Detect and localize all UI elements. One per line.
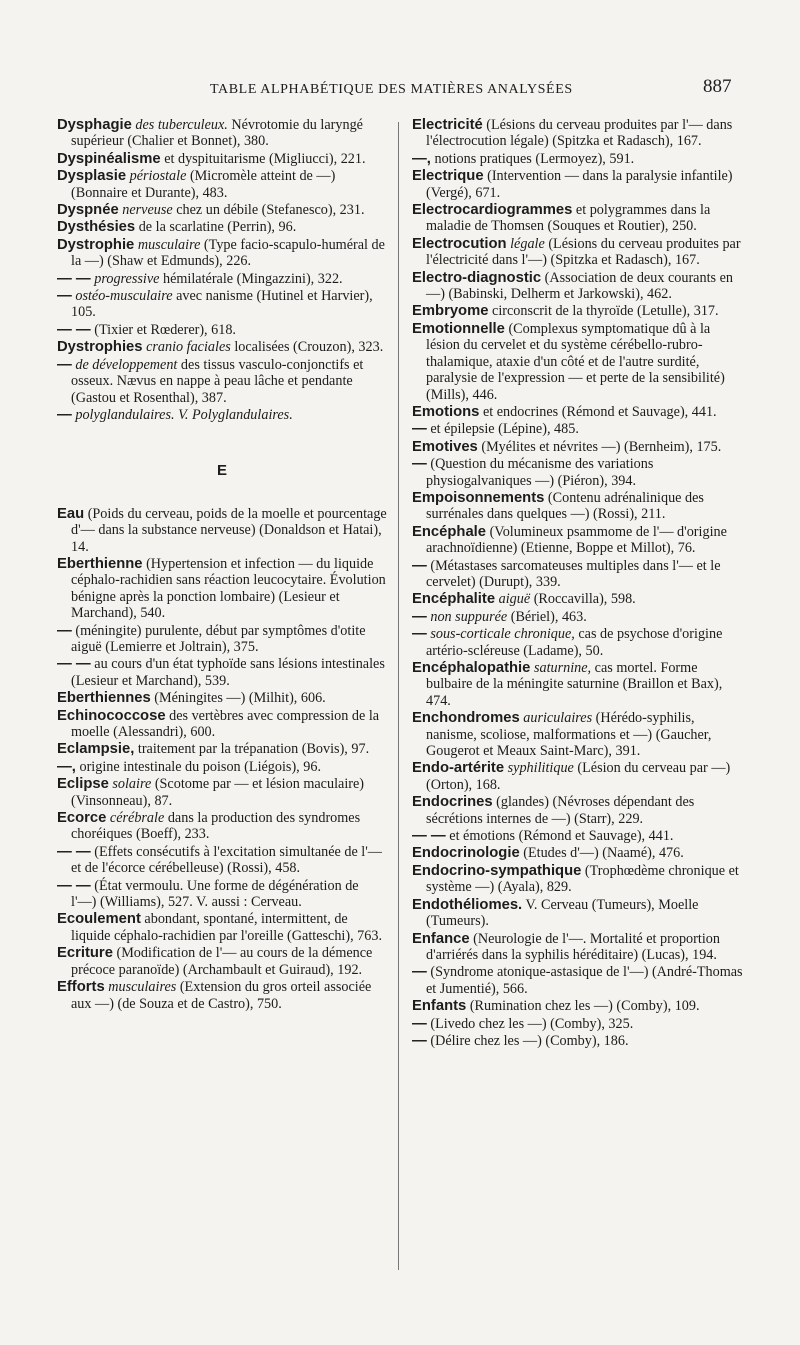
entry-headword: Electrocardiogrammes — [412, 202, 573, 219]
entry-qualifier: des tuberculeux. — [135, 117, 228, 133]
entry-qualifier: cérébrale — [109, 810, 165, 827]
entry-headword: Emotions — [412, 403, 480, 420]
index-entry — [412, 202, 746, 235]
entry-qualifier: nerveuse — [122, 202, 173, 219]
entry-qualifier: ostéo-musculaire — [75, 288, 173, 305]
entry-qualifier: syphilitique — [507, 760, 574, 777]
entry-qualifier: non suppurée — [430, 608, 508, 625]
entry-qualifier: de développement — [75, 356, 178, 373]
entry-text: avec nanisme (Hutinel et Harvier), 105. — [71, 288, 373, 321]
index-entry — [412, 897, 746, 930]
entry-headword: Enfants — [412, 998, 467, 1015]
entry-headword: Dysthésies — [57, 219, 136, 236]
index-entry — [412, 964, 746, 997]
index-entry — [57, 151, 387, 167]
entry-headword: Endocrino-sympathique — [412, 862, 582, 879]
entry-text: (Type facio-scapulo-huméral de la —) (Shaw et Edmunds), 226. — [71, 236, 385, 270]
entry-headword: — — [412, 964, 427, 981]
entry-text: (Micromèle atteint de —) (Bonnaire et Durante), 483. — [71, 168, 336, 201]
entry-headword: Echinococcose — [57, 707, 166, 724]
index-entry — [412, 591, 746, 607]
entry-text: (Contenu adrénalinique des surrénales dans quelques —) (Rossi), 211. — [426, 489, 704, 523]
entry-text: (Métastases sarcomateuses multiples dans l'— et le cervelet) (Durupt), 339. — [426, 557, 721, 590]
entry-headword: Dyspnée — [57, 202, 119, 219]
entry-text: (Roccavilla), 598. — [530, 591, 636, 608]
entry-headword: — — — [57, 877, 91, 894]
entry-text: (Etudes d'—) (Naamé), 476. — [523, 845, 684, 862]
entry-headword: — — [412, 626, 427, 643]
entry-headword: Dysphagie — [57, 117, 132, 133]
index-entry — [412, 1033, 746, 1049]
index-entry — [412, 626, 746, 659]
running-title: TABLE ALPHABÉTIQUE DES MATIÈRES ANALYSÉES — [210, 82, 573, 97]
index-entry — [412, 270, 746, 303]
index-entry — [57, 117, 387, 150]
entry-headword: — — [412, 1015, 427, 1032]
index-entry — [57, 202, 387, 218]
entry-text: et dyspituitarisme (Migliucci), 221. — [164, 150, 366, 167]
entry-headword: — — [57, 622, 72, 639]
entry-text: et polygrammes dans la maladie de Thomsen (Souques et Routier), 250. — [426, 202, 711, 235]
index-entry — [412, 117, 746, 150]
entry-text: (Association de deux courants en —) (Babinski, Delherm et Jarkowski), 462. — [426, 269, 733, 303]
index-entry — [412, 151, 746, 167]
index-entry — [412, 710, 746, 759]
index-entry — [57, 911, 387, 944]
index-entry — [412, 321, 746, 403]
entry-headword: — — — [57, 270, 91, 287]
index-entry — [57, 741, 387, 757]
entry-text: (glandes) (Névroses dépendant des sécrétions internes de —) (Starr), 229. — [426, 794, 695, 827]
index-entry — [57, 322, 387, 338]
entry-headword: Ecoulement — [57, 911, 141, 928]
entry-text: (Myélites et névrites —) (Bernheim), 175. — [481, 438, 722, 455]
entry-headword: Ecorce — [57, 810, 107, 827]
entry-qualifier: progressive — [94, 270, 160, 287]
entry-text: (méningite) purulente, début par symptômes d'otite aiguë (Lemierre et Joltrain), 375. — [71, 622, 366, 655]
index-entry — [57, 407, 387, 423]
entry-headword: — — — [57, 656, 91, 673]
entry-headword: Electricité — [412, 117, 483, 133]
entry-text: (Trophœdème chronique et système —) (Ayala), 829. — [426, 862, 739, 896]
index-entry — [412, 490, 746, 523]
entry-text: (État vermoulu. Une forme de dégénération de l'—) (Williams), 527. V. aussi : Cerveau. — [71, 877, 359, 911]
entry-headword: Electro-diagnostic — [412, 269, 542, 286]
entry-text: (Scotome par — et lésion maculaire) (Vinsonneau), 87. — [71, 776, 365, 809]
entry-text: (Hérédo-syphilis, nanisme, scoliose, malformations et —) (Gaucher, Gougerot et Meaux Saint-Marc), 391. — [426, 710, 712, 760]
entry-text: (Effets consécutifs à l'excitation simultanée de l'— et de l'écorce cérébelleuse) (Rossi), 458. — [71, 843, 382, 877]
entry-text: (Méningites —) (Milhit), 606. — [154, 690, 326, 707]
entry-text: (Question du mécanisme des variations physiogalvaniques —) (Piéron), 394. — [426, 456, 654, 489]
entry-text: circonscrit de la thyroïde (Letulle), 317. — [492, 303, 719, 320]
index-entry — [412, 828, 746, 844]
index-entry — [412, 609, 746, 625]
entry-headword: — — [412, 456, 427, 473]
entry-headword: Endothéliomes. — [412, 896, 523, 913]
entry-headword: — — — [57, 843, 91, 860]
entry-text: (Complexus symptomatique dû à la lésion du cervelet et du système cérébello-rubro-thalamique, ataxie d'un côté et de l'autre surdité, paralysie de l'expression — et perte de la sensibilité) (Mills), 446. — [426, 320, 725, 403]
entry-headword: —, — [57, 758, 76, 775]
entry-text: des tissus vasculo-conjonctifs et osseux. Nævus en nappe à peau lâche et pendante (Gastou et Rosenthal), 387. — [71, 356, 364, 406]
entry-headword: Endocrinologie — [412, 845, 520, 862]
entry-headword: — — — [57, 321, 91, 338]
entry-headword: Ecriture — [57, 945, 113, 962]
index-entry — [57, 288, 387, 321]
entry-headword: — — [412, 1032, 427, 1049]
entry-qualifier: polyglandulaires. V. Polyglandulaires. — [75, 406, 293, 423]
index-entry — [412, 524, 746, 557]
entry-text: (Lésions du cerveau produites par l'— dans l'électrocution légale) (Spitzka et Radasch), 167. — [426, 117, 733, 150]
entry-headword: Eclampsie, — [57, 741, 135, 758]
entry-text: (Livedo chez les —) (Comby), 325. — [430, 1015, 634, 1032]
index-entry — [412, 1016, 746, 1032]
index-entry — [57, 339, 387, 355]
entry-headword: — — [57, 356, 72, 373]
index-entry — [57, 219, 387, 235]
index-entry — [57, 556, 387, 622]
section-letter: E — [216, 462, 227, 480]
entry-headword: — — — [412, 828, 446, 845]
entries-d — [57, 117, 387, 423]
entry-qualifier: périostale — [129, 168, 187, 185]
index-entry — [412, 439, 746, 455]
index-entry — [57, 810, 387, 843]
entry-text: au cours d'un état typhoïde sans lésions intestinales (Lesieur et Marchand), 539. — [71, 656, 385, 689]
index-entry — [412, 168, 746, 201]
entry-text: hémilatérale (Mingazzini), 322. — [159, 270, 343, 287]
entry-text: (Rumination chez les —) (Comby), 109. — [469, 998, 700, 1015]
entry-headword: — — [412, 608, 427, 625]
entry-text: traitement par la trépanation (Bovis), 97. — [137, 741, 370, 758]
entry-text: (Hypertension et infection — du liquide céphalo-rachidien sans réaction leucocytaire. Évolution bénigne après la ponction lombaire) (Lesieur et Marchand), 540. — [71, 555, 386, 622]
entry-headword: Encéphalite — [412, 591, 496, 608]
index-entry — [57, 168, 387, 201]
index-entry — [57, 237, 387, 270]
entry-headword: — — [412, 557, 427, 574]
index-entry — [412, 845, 746, 861]
index-entry — [57, 979, 387, 1012]
entry-text: localisées (Crouzon), 323. — [230, 339, 384, 356]
entry-text: origine intestinale du poison (Liégois), 96. — [79, 758, 322, 775]
entry-headword: Electrique — [412, 168, 484, 185]
index-entry — [57, 878, 387, 911]
entry-qualifier: saturnine, — [533, 660, 592, 676]
entry-text: de la scarlatine (Perrin), 96. — [138, 219, 297, 236]
entry-text: (Poids du cerveau, poids de la moelle et pourcentage d'— dans la substance nerveuse) (Donaldson et Hatai), 14. — [71, 505, 387, 555]
entry-text: (Neurologie de l'—. Mortalité et proportion d'arriérés dans la syphilis héréditaire) (Lucas), 194. — [426, 930, 720, 963]
left-column — [57, 117, 387, 1013]
entry-text: (Bériel), 463. — [507, 608, 587, 625]
entry-headword: Endo-artérite — [412, 760, 505, 777]
entry-text: (Syndrome atonique-astasique de l'—) (André-Thomas et Jumentié), 566. — [426, 964, 743, 997]
entry-headword: Emotionnelle — [412, 320, 505, 337]
entry-qualifier: sous-corticale chronique, — [430, 626, 575, 643]
page-number: 887 — [703, 76, 732, 97]
entry-text: cas de psychose d'origine artério-scléreuse (Ladame), 50. — [426, 626, 723, 659]
entry-headword: — — [57, 406, 72, 423]
entry-headword: Embryome — [412, 303, 489, 320]
index-entry — [57, 690, 387, 706]
index-entry — [57, 945, 387, 978]
index-entry — [57, 506, 387, 555]
entry-qualifier: légale — [510, 235, 545, 252]
index-entry — [412, 558, 746, 591]
entry-text: dans la production des syndromes choréiques (Boeff), 233. — [71, 810, 361, 843]
entry-headword: Dystrophies — [57, 339, 143, 356]
entry-headword: — — [412, 421, 427, 438]
entry-headword: —, — [412, 150, 431, 167]
entry-headword: Eberthiennes — [57, 690, 151, 707]
index-entry — [57, 844, 387, 877]
index-entry — [57, 271, 387, 287]
entry-headword: Electrocution — [412, 235, 507, 252]
index-entry — [412, 794, 746, 827]
index-entry — [412, 760, 746, 793]
entry-text: et émotions (Rémond et Sauvage), 441. — [449, 828, 674, 845]
entry-text: et endocrines (Rémond et Sauvage), 441. — [482, 403, 717, 420]
entries-e-right — [412, 117, 746, 1049]
entry-text: notions pratiques (Lermoyez), 591. — [434, 150, 635, 167]
entry-text: (Lésions du cerveau produites par l'électricité dans l'—) (Spitzka et Radasch), 167. — [426, 235, 741, 269]
entry-qualifier: aiguë — [498, 591, 531, 608]
entry-headword: Dysplasie — [57, 168, 127, 185]
index-entry — [412, 236, 746, 269]
entry-text: V. Cerveau (Tumeurs), Moelle (Tumeurs). — [426, 896, 699, 930]
entry-headword: Enfance — [412, 930, 470, 947]
entry-headword: Efforts — [57, 979, 105, 996]
entry-headword: Encéphalopathie — [412, 660, 531, 676]
entry-qualifier: solaire — [112, 776, 152, 793]
entry-text: (Délire chez les —) (Comby), 186. — [430, 1032, 629, 1049]
index-entry — [412, 456, 746, 489]
index-entry — [57, 708, 387, 741]
entry-headword: Endocrines — [412, 794, 493, 811]
entry-text: (Tixier et Rœderer), 618. — [94, 321, 236, 338]
entry-text: cas mortel. Forme bulbaire de la méningite saturnine (Braillon et Bax), 474. — [426, 660, 723, 709]
entry-headword: Emotives — [412, 438, 478, 455]
entry-qualifier: auriculaires — [523, 710, 593, 727]
entry-text: (Modification de l'— au cours de la démence précoce paranoïde) (Archambault et Guiraud), 192. — [71, 945, 373, 978]
index-entry — [412, 404, 746, 420]
entries-e-left — [57, 506, 387, 1012]
entry-headword: Eau — [57, 505, 85, 522]
entry-headword: Encéphale — [412, 523, 487, 540]
entry-text: Névrotomie du laryngé supérieur (Chalier et Bonnet), 380. — [71, 117, 363, 150]
entry-text: (Volumineux psammome de l'— d'origine arachnoïdienne) (Etienne, Boppe et Millot), 76. — [426, 523, 727, 557]
right-column — [412, 117, 746, 1050]
index-entry — [57, 656, 387, 689]
entry-text: (Lésion du cerveau par —) (Orton), 168. — [426, 760, 731, 793]
entry-text: et épilepsie (Lépine), 485. — [430, 421, 579, 438]
index-entry — [412, 998, 746, 1014]
index-entry — [57, 759, 387, 775]
entry-headword: Eclipse — [57, 776, 109, 793]
entry-qualifier: cranio faciales — [146, 339, 231, 356]
column-rule — [398, 122, 399, 1270]
index-entry — [412, 660, 746, 709]
entry-text: (Intervention — dans la paralysie infantile) (Vergé), 671. — [426, 168, 733, 201]
entry-headword: Dyspinéalisme — [57, 150, 161, 167]
index-entry — [412, 863, 746, 896]
entry-text: abondant, spontané, intermittent, de liquide céphalo-rachidien par l'oreille (Gatteschi), 763. — [71, 911, 383, 944]
entry-headword: Enchondromes — [412, 710, 520, 727]
entry-headword: Empoisonnements — [412, 489, 545, 506]
entry-text: (Extension du gros orteil associée aux —) (de Souza et de Castro), 750. — [71, 979, 372, 1012]
entry-qualifier: musculaires — [108, 979, 177, 996]
index-entry — [57, 623, 387, 656]
running-head — [0, 76, 800, 106]
entry-qualifier: musculaire — [137, 236, 201, 253]
entry-text: chez un débile (Stefanesco), 231. — [172, 202, 365, 219]
index-entry — [57, 357, 387, 406]
entry-headword: Eberthienne — [57, 555, 143, 572]
index-entry — [412, 303, 746, 319]
entry-headword: — — [57, 288, 72, 305]
entry-headword: Dystrophie — [57, 236, 135, 253]
index-entry — [412, 931, 746, 964]
entry-text: des vertèbres avec compression de la moelle (Alessandri), 600. — [71, 707, 380, 740]
index-entry — [412, 421, 746, 437]
index-entry — [57, 776, 387, 809]
